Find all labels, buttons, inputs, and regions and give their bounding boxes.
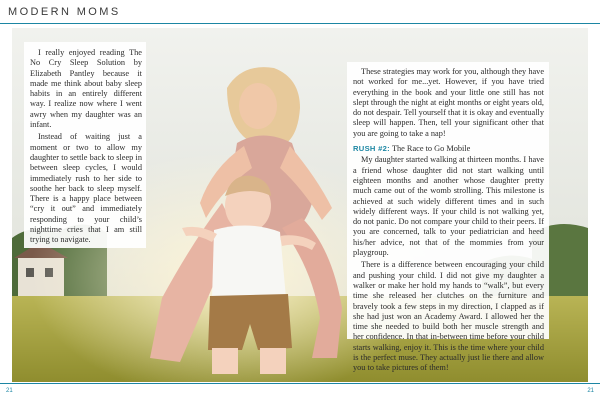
- page-number-left: 21: [6, 388, 13, 394]
- article-column-left: [24, 42, 146, 248]
- section-heading: [353, 144, 544, 154]
- article-paragraph: My daughter started walking at thirteen months. I have a friend whose daughter did not start walking until eighteen months and another whose daughter pretty much came out of the womb strolling. This milestone is achieved at such widely different times and in such widely different ways. If your child is not walking yet, do not panic. Do not compare your child to their peers. If you are concerned, talk to your pediatrician and heed his/her advice, not that of the mommies from your playgroup.: [353, 155, 544, 258]
- magazine-title: MODERN MOMS: [8, 6, 121, 18]
- article-paragraph: Instead of waiting just a moment or two to allow my daughter to settle back to sleep in between sleep cycles, I would immediately rush to her side to soothe her back to sleep myself. There is a happy place between “cry it out” and immediately responding to your child’s nighttime cries that I am still trying to navigate.: [30, 132, 142, 245]
- intro-paragraph: These strategies may work for you, although they have not worked for me...yet. However, if you have tried everything in the book and your little one still has not slept through the night at eight months or eight years old, do not despair. Tell yourself that it is okay and eventually sleep will happen. Then, tell your significant other that you are going to take a nap!: [353, 67, 544, 138]
- header-divider: [0, 23, 600, 24]
- section-label: RUSH #2:: [353, 144, 391, 154]
- article-column-right: [347, 62, 549, 373]
- page-number-right: 21: [587, 388, 594, 394]
- article-paragraph: There is a difference between encouraging your child and pushing your child. I did not give my daughter a walker or make her hold my hands to “walk”, but every time she released her clutches on the furniture and bravely took a few steps in my direction, I clapped as if she had just won an Academy Award. I allowed her the time she needed to build both her muscle strength and her confidence. In that in-between time before your child starts walking, enjoy it. This is the time where your child is the perfect muse. They actually just lie there and allow you to take pictures of them!: [353, 260, 544, 373]
- article-paragraph: I really enjoyed reading The No Cry Sleep Solution by Elizabeth Pantley because it made me think about baby sleep habits in an entirely different way. I realize now where I went awry when my daughter was an infant.: [30, 48, 142, 130]
- page-header: [0, 0, 600, 24]
- section-title: The Race to Go Mobile: [391, 144, 471, 154]
- footer-divider: [0, 383, 600, 384]
